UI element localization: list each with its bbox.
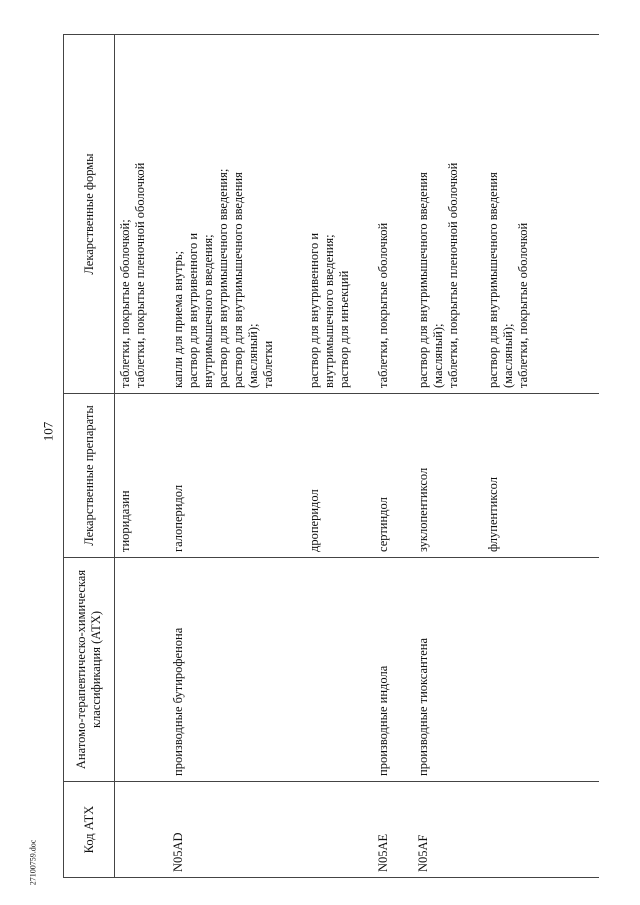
form-line: раствор для внутримышечного введения; [216,168,230,388]
drug-table-grid [63,34,599,878]
form-line: таблетки, покрытые оболочкой [516,222,530,388]
cell-forms [115,35,169,394]
cell-drug: дроперидол [304,394,373,558]
cell-forms [483,35,599,394]
cell-forms [373,35,413,394]
form-line: таблетки, покрытые пленочной оболочкой [446,162,460,388]
form-line: внутримышечного введения; [201,234,215,388]
form-line: (масляный); [246,323,260,388]
form-line: раствор для внутривенного и [307,232,321,388]
cell-drug: зуклопентиксол [413,394,483,558]
form-line: раствор для внутримышечного введения [486,172,500,388]
cell-forms [304,35,373,394]
cell-classification: производные индола [373,558,413,782]
header-code: Код АТХ [64,782,115,878]
cell-drug: галоперидол [168,394,304,558]
table-row [168,35,304,878]
form-line: таблетки, покрытые оболочкой [376,222,390,388]
table-row [373,35,413,878]
cell-classification [483,558,599,782]
page-number: 107 [40,421,56,442]
form-line: (масляный); [431,323,445,388]
header-row [64,35,115,878]
header-drugs: Лекарственные препараты [64,394,115,558]
cell-classification [115,558,169,782]
table-row [115,35,169,878]
table-row [304,35,373,878]
cell-code [483,782,599,878]
form-line: таблетки [261,340,275,388]
cell-drug: сертиндол [373,394,413,558]
header-classification: Анатомо-терапевтическо-химическая классификация (АТХ) [64,558,115,782]
table-row [413,35,483,878]
form-line: раствор для внутримышечного введения [416,172,430,388]
form-line: раствор для внутривенного и [186,232,200,388]
cell-code [115,782,169,878]
cell-drug: флупентиксол [483,394,599,558]
cell-forms [413,35,483,394]
form-line: раствор для внутримышечного введения [231,172,245,388]
header-forms: Лекарственные формы [64,35,115,394]
cell-classification [304,558,373,782]
cell-forms [168,35,304,394]
cell-code [304,782,373,878]
cell-code: N05AE [373,782,413,878]
cell-classification: производные тиоксантена [413,558,483,782]
form-line: внутримышечного введения; [322,234,336,388]
drug-table-rotated [63,35,588,878]
drug-table [63,35,588,878]
cell-code: N05AF [413,782,483,878]
form-line: раствор для инъекций [337,270,351,388]
cell-code: N05AD [168,782,304,878]
table-row [483,35,599,878]
form-line: (масляный); [501,323,515,388]
document-id: 27100759.doc [28,839,38,886]
form-line: капли для приема внутрь; [171,250,185,388]
form-line: таблетки, покрытые пленочной оболочкой [133,162,147,388]
form-line: таблетки, покрытые оболочкой; [118,219,132,388]
cell-drug: тиоридазин [115,394,169,558]
cell-classification: производные бутирофенона [168,558,304,782]
